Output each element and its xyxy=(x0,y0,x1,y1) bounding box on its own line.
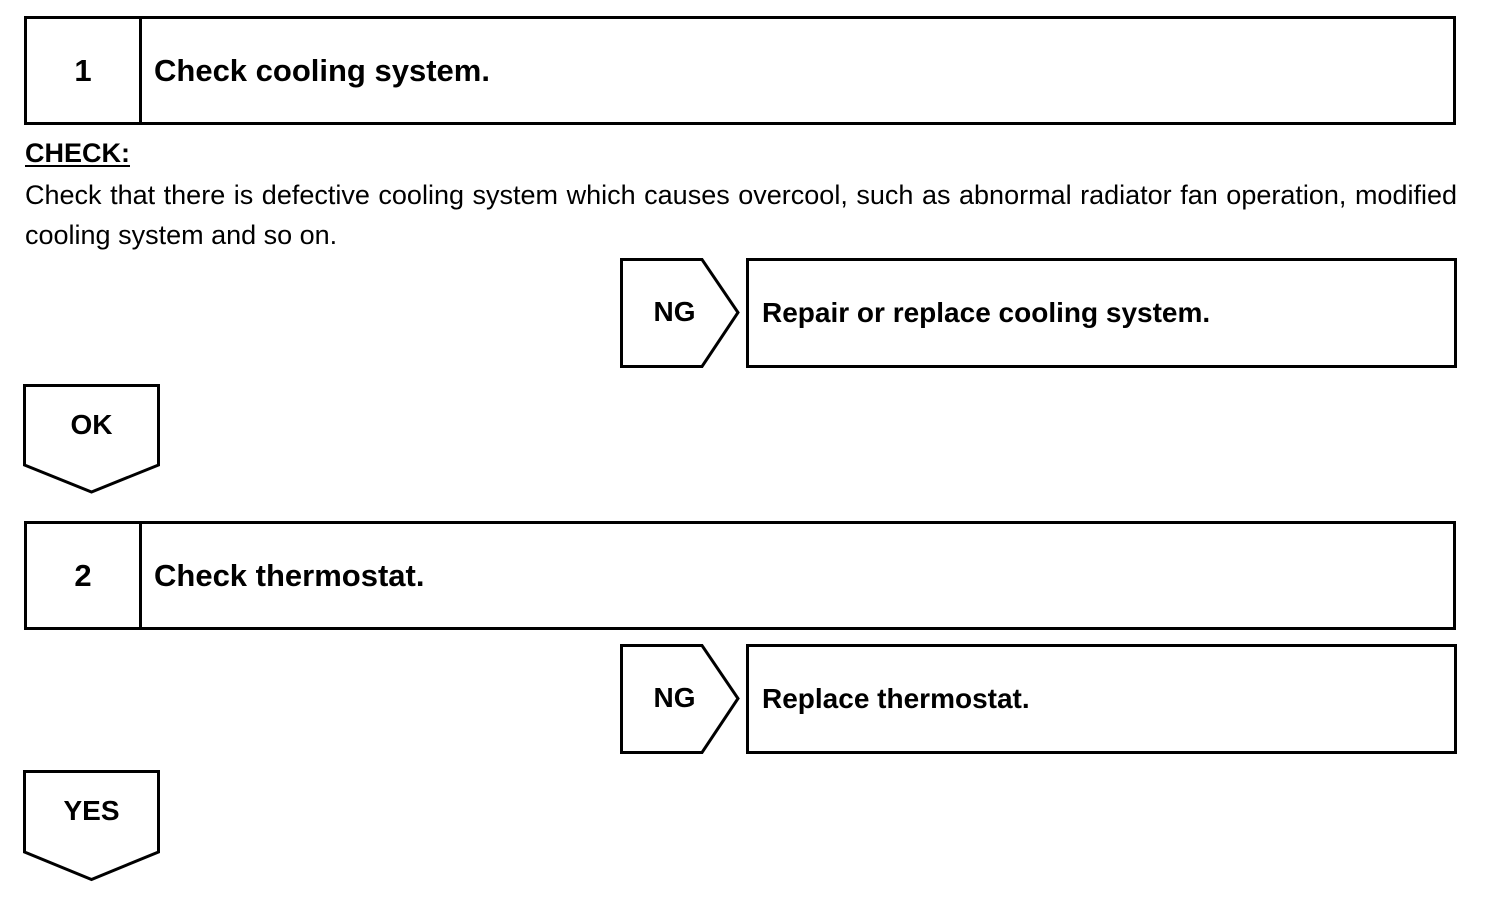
step-1-next-label: OK xyxy=(70,409,113,440)
step-2-next-label: YES xyxy=(63,795,120,826)
check-text: Check that there is defective cooling system which causes overcool, such as abnormal radiator fan operation, modified cooling system and so on. xyxy=(25,180,1457,250)
step-2-number: 2 xyxy=(27,524,142,627)
step-1-ok-arrow xyxy=(23,384,160,494)
step-1-number: 1 xyxy=(27,19,142,122)
step-2-header xyxy=(24,521,1456,630)
step-1-ng-label: NG xyxy=(653,296,696,327)
step-2-ng-label: NG xyxy=(653,682,696,713)
step-1-ng-arrow xyxy=(620,258,741,368)
step-2-ng-arrow xyxy=(620,644,741,754)
step-2-ng-action: Replace thermostat. xyxy=(746,644,1457,754)
step-2-title: Check thermostat. xyxy=(154,557,425,593)
step-1-ng-action: Repair or replace cooling system. xyxy=(746,258,1457,368)
step-1-header xyxy=(24,16,1456,125)
step-2-yes-arrow xyxy=(23,770,160,882)
check-label: CHECK: xyxy=(25,138,130,168)
step-1-title: Check cooling system. xyxy=(154,52,490,88)
